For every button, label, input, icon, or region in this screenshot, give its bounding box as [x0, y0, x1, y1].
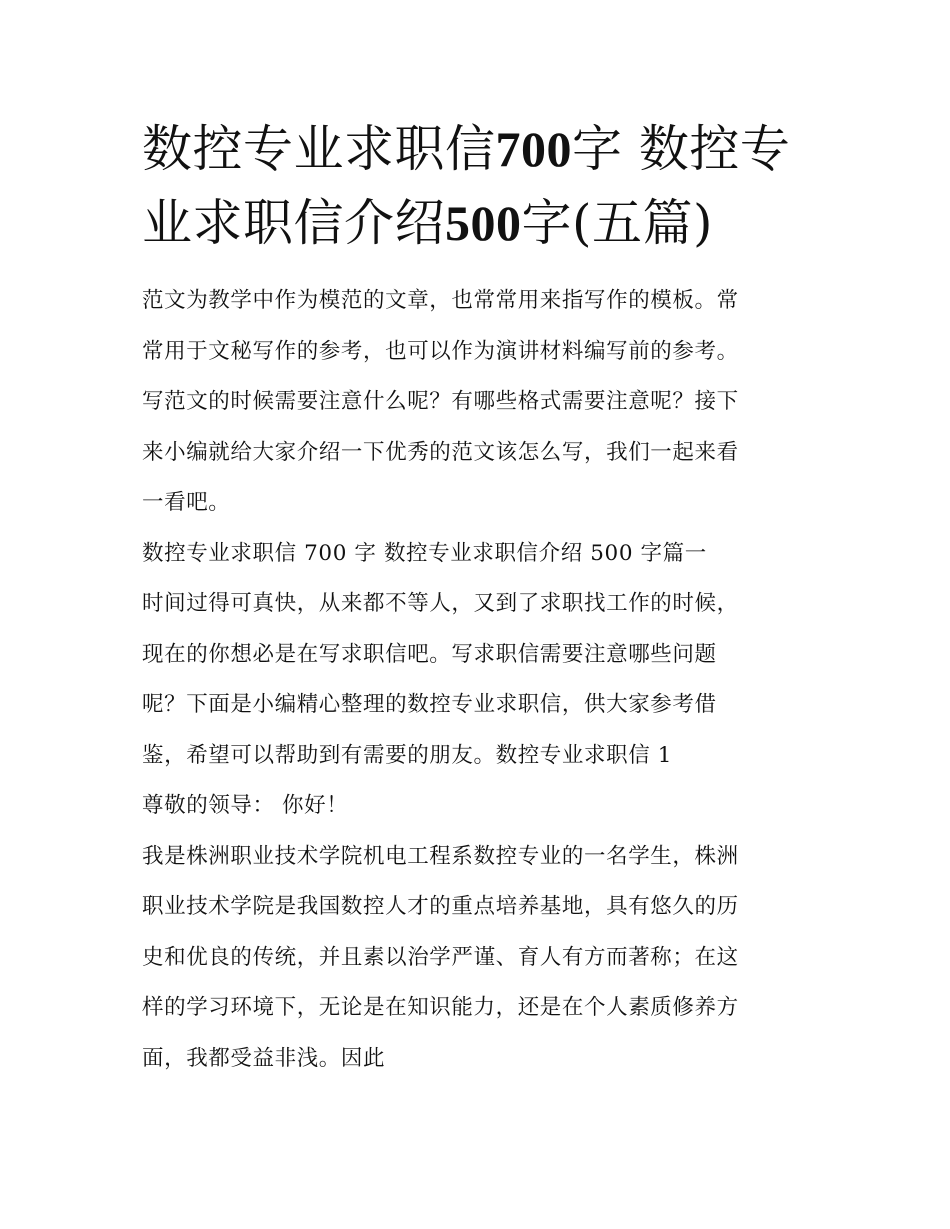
- intro-line: 来小编就给大家介绍一下优秀的范文该怎么写，我们一起来看: [142, 439, 739, 465]
- paragraph-line: 呢？下面是小编精心整理的数控专业求职信，供大家参考借: [142, 692, 717, 717]
- title-line-2: [142, 186, 822, 260]
- title-text: 字 数控专: [572, 120, 791, 178]
- section-heading: 数控专业求职信 700 字 数控专业求职信介绍 500 字篇一: [142, 540, 707, 566]
- document-title: [142, 112, 822, 260]
- title-number: 700: [495, 121, 572, 177]
- intro-line: 常用于文秘写作的参考，也可以作为演讲材料编写前的参考。: [142, 338, 739, 364]
- title-text: 数控专业求职信: [142, 120, 496, 178]
- paragraph-line: 面，我都受益非浅。因此: [142, 1045, 386, 1071]
- title-text: 业求职信介绍: [142, 194, 445, 252]
- title-line-1: [142, 112, 822, 186]
- intro-line: 一看吧。: [142, 490, 231, 515]
- document-body: [142, 276, 822, 1084]
- paragraph-line: 我是株洲职业技术学院机电工程系数控专业的一名学生，株洲: [142, 843, 739, 869]
- title-number: 500: [445, 195, 522, 251]
- paragraph-line: 史和优良的传统，并且素以治学严谨、育人有方而著称；在这: [142, 944, 739, 970]
- salutation-line: 尊敬的领导： 你好！: [142, 793, 349, 818]
- paragraph-line: 样的学习环境下，无论是在知识能力，还是在个人素质修养方: [142, 995, 739, 1020]
- title-text: 字(五篇): [521, 194, 714, 252]
- paragraph-line: 职业技术学院是我国数控人才的重点培养基地，具有悠久的历: [142, 894, 739, 919]
- document-page: [142, 112, 822, 1084]
- paragraph-line: 时间过得可真快，从来都不等人，又到了求职找工作的时候，: [142, 591, 739, 616]
- paragraph-line: 现在的你想必是在写求职信吧。写求职信需要注意哪些问题: [142, 641, 717, 667]
- intro-line: 写范文的时候需要注意什么呢？有哪些格式需要注意呢？接下: [142, 389, 739, 414]
- paragraph-line: 鉴，希望可以帮助到有需要的朋友。数控专业求职信 1: [142, 742, 673, 768]
- intro-line: 范文为教学中作为模范的文章，也常常用来指写作的模板。常: [142, 288, 739, 313]
